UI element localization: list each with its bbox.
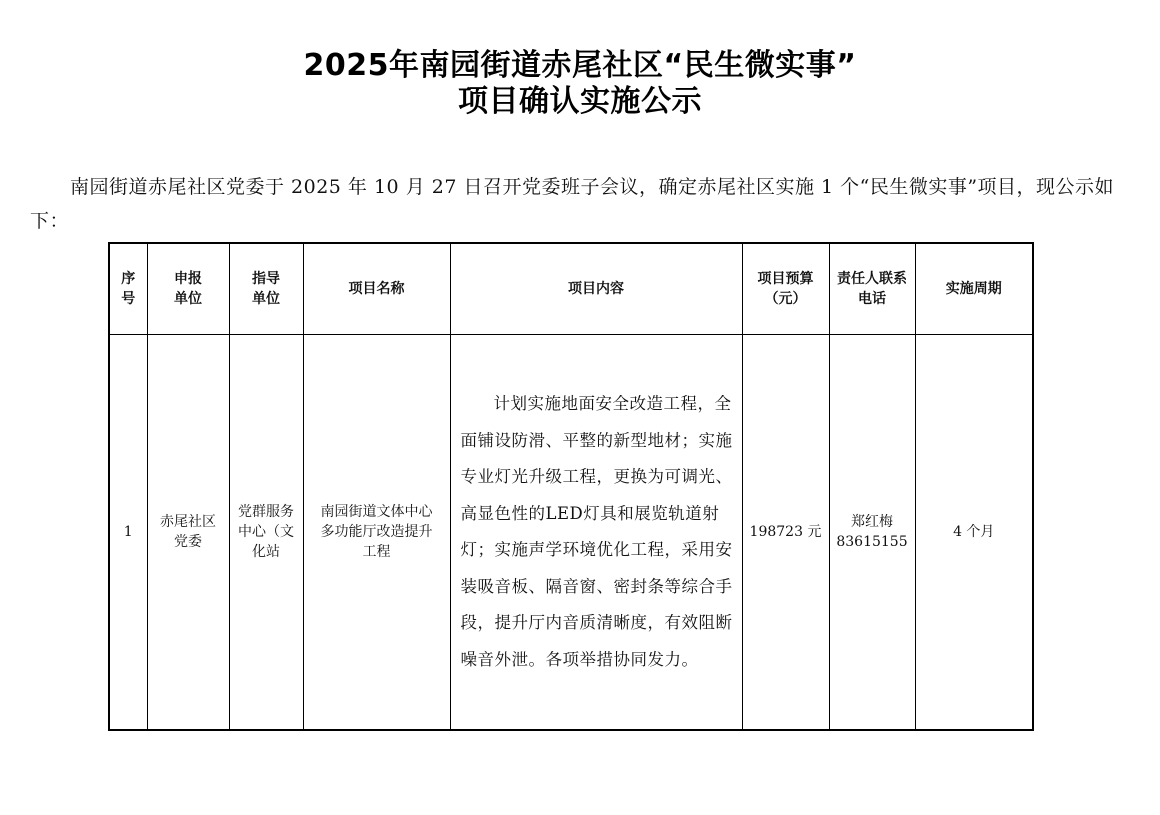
- header-applicant: 申报单位: [147, 243, 229, 335]
- header-budget: 项目预算（元）: [742, 243, 829, 335]
- header-content: 项目内容: [450, 243, 742, 335]
- header-guide: 指导单位: [229, 243, 303, 335]
- header-name: 项目名称: [303, 243, 450, 335]
- header-contact: 责任人联系电话: [829, 243, 915, 335]
- title-line-2: 项目确认实施公示: [458, 84, 702, 119]
- project-table: [108, 242, 1034, 731]
- cell-budget: 198723 元: [742, 335, 829, 731]
- cell-guide: 党群服务中心（文化站: [229, 335, 303, 731]
- cell-period: 4 个月: [915, 335, 1033, 731]
- notice-title: [0, 48, 1160, 120]
- contact-name: 郑红梅: [851, 514, 893, 530]
- table-header-row: [109, 243, 1033, 335]
- contact-phone: 83615155: [836, 534, 908, 550]
- cell-seq: 1: [109, 335, 147, 731]
- title-line-1: 2025年南园街道赤尾社区“民生微实事”: [303, 48, 857, 83]
- header-seq: 序号: [109, 243, 147, 335]
- intro-paragraph: 南园街道赤尾社区党委于 2025 年 10 月 27 日召开党委班子会议，确定赤尾社区实施 1 个“民生微实事”项目，现公示如下：: [30, 176, 1115, 232]
- table-row: [109, 335, 1033, 731]
- header-period: 实施周期: [915, 243, 1033, 335]
- cell-project-content: 计划实施地面安全改造工程，全面铺设防滑、平整的新型地材；实施专业灯光升级工程，更换为可调光、高显色性的LED灯具和展览轨道射灯；实施声学环境优化工程，采用安装吸音板、隔音窗、密封条等综合手段，提升厅内音质清晰度，有效阻断噪音外泄。各项举措协同发力。: [450, 335, 742, 731]
- cell-applicant: 赤尾社区党委: [147, 335, 229, 731]
- cell-contact: [829, 335, 915, 731]
- cell-project-name: 南园街道文体中心多功能厅改造提升工程: [303, 335, 450, 731]
